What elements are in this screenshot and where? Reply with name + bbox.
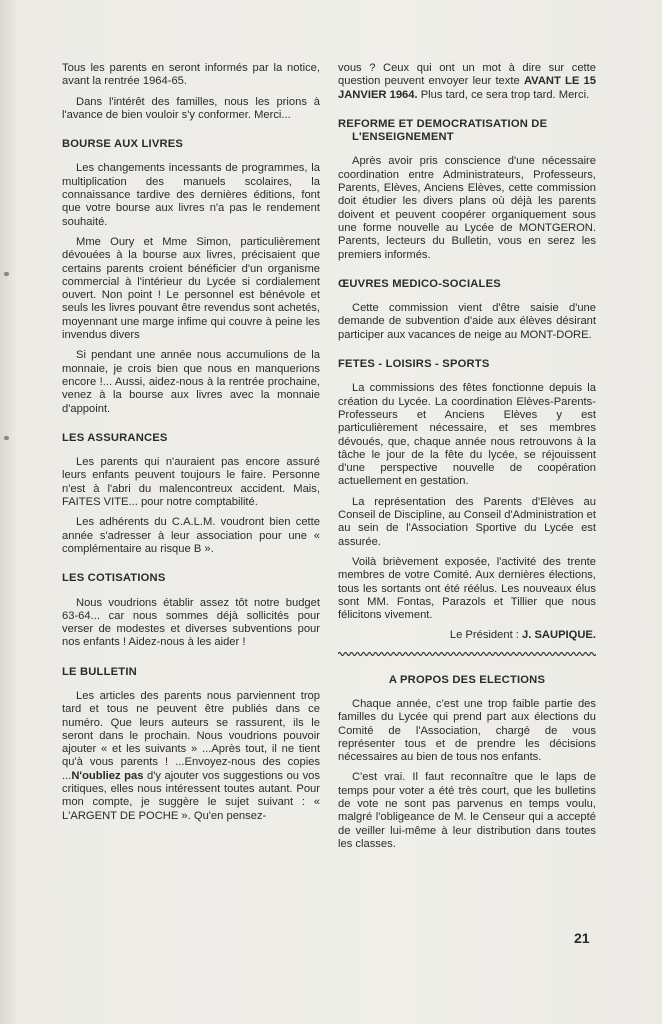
signature-name: J. SAUPIQUE. bbox=[522, 629, 596, 642]
heading-elections: A PROPOS DES ELECTIONS bbox=[388, 673, 546, 686]
decorative-divider bbox=[338, 650, 596, 658]
text-run: Plus tard, ce sera trop tard. Merci. bbox=[417, 88, 590, 101]
paragraph: La représentation des Parents d'Elèves au Conseil de Discipline, au Conseil d'Administration et au sein de l'Association Sportive du Lycée est assurée. bbox=[338, 495, 596, 548]
emphasis-text: N'oubliez pas bbox=[71, 769, 144, 782]
paragraph: Les adhérents du C.A.L.M. voudront bien cette année s'adresser à leur association pour une « complémentaire au risque B ». bbox=[62, 516, 320, 555]
paragraph: Si pendant une année nous accumulions de la monnaie, je crois bien que nous en manquerions encore !... Aussi, aidez-nous à la rentrée prochaine, venez à la bourse aux livres avec la monnaie d'appoint. bbox=[62, 349, 320, 415]
heading-cotisations: LES COTISATIONS bbox=[62, 572, 166, 585]
paragraph: Cette commission vient d'être saisie d'une demande de subvention d'aide aux élèves désirant participer aux vacances de neige au MONT-DORE. bbox=[338, 302, 596, 341]
paragraph: Voilà brièvement exposée, l'activité des trente membres de votre Comité. Aux dernières élections, tous les sortants ont été réélus. Les nouveaux élus sont MM. Fontas, Parazols et Tillier que nous félicitons vivement. bbox=[338, 555, 596, 622]
heading-fetes: FETES - LOISIRS - SPORTS bbox=[338, 358, 490, 371]
paragraph: Les changements incessants de programmes, la multiplication des manuels scolaires, la connaissance tardive des dernières éditions, font que votre bourse aux livres n'a pas le rendement souhaité. bbox=[62, 162, 320, 228]
heading-bulletin: LE BULLETIN bbox=[62, 665, 137, 678]
paragraph bbox=[62, 690, 320, 823]
paragraph: Dans l'intérêt des familles, nous les prions à l'avance de bien vouloir s'y conformer. Merci... bbox=[62, 95, 320, 121]
heading-bourse-aux-livres: BOURSE AUX LIVRES bbox=[62, 138, 184, 151]
right-column bbox=[338, 62, 596, 858]
paragraph: Chaque année, c'est une trop faible partie des familles du Lycée qui prend part aux élections du Comité de l'Association, chargé de vous représenter tous et de prendre les décisions nécessaires au bien de tous nos enfants. bbox=[338, 697, 596, 764]
paragraph: Tous les parents en seront informés par la notice, avant la rentrée 1964-65. bbox=[62, 62, 320, 88]
scan-mark bbox=[4, 436, 9, 440]
text-run: d'y ajouter vos suggestions ou vos critiques, elles nous intéressent toutes autant. Pour mon compte, je suggère le sujet suivant : « L'ARGENT DE POCHE ». Qu'en pensez- bbox=[62, 769, 320, 822]
text-run: vous ? Ceux qui ont un mot à dire sur cette question peuvent envoyer leur texte bbox=[338, 62, 596, 88]
paragraph: La commissions des fêtes fonctionne depuis la création du Lycée. La coordination Elèves-Parents-Professeurs et Anciens Elèves y est particulièrement nécessaire, et ses membres dévoués, que, chaque année nous retrouvons à la tâche le jour de la fête du lycée, se réjouissent d'une perspective nouvelle de coopération actuellement en gestation. bbox=[338, 382, 596, 488]
paragraph bbox=[338, 62, 596, 102]
scan-mark bbox=[4, 272, 9, 276]
heading-assurances: LES ASSURANCES bbox=[62, 431, 168, 444]
signature bbox=[338, 629, 596, 642]
paragraph: Nous voudrions établir assez tôt notre budget 63-64... car nous sommes déjà sollicités pour verser de modestes et diverses subventions pour nos enfants ! Aidez-nous à les aider ! bbox=[62, 596, 320, 649]
signature-label: Le Président : bbox=[449, 629, 523, 642]
left-column bbox=[62, 62, 320, 830]
heading-reforme: REFORME ET DEMOCRATISATION DE L'ENSEIGNEMENT bbox=[338, 117, 548, 144]
heading-oeuvres: ŒUVRES MEDICO-SOCIALES bbox=[338, 277, 501, 290]
paragraph: Après avoir pris conscience d'une nécessaire coordination entre Administrateurs, Professeurs, Parents, Elèves, Anciens Elèves, cette commission doit étudier les divers plans où déjà les parents doivent et peuvent coopérer organiquement sous une forme nouvelle au Lycée de MONTGERON. Parents, lecteurs du Bulletin, vous en serez les premiers informés. bbox=[338, 155, 596, 261]
paragraph: Mme Oury et Mme Simon, particulièrement dévouées à la bourse aux livres, précisaient que certains parents croient bénéficier d'un organisme commercial à l'intérieur du Lycée si cordialement ouvert. Non point ! Le personnel est bénévole et seuls les livres pouvant être revendus sont achetés, moyennant une marge infime qui couvre à peine les invendus divers bbox=[62, 235, 320, 342]
paragraph: Les parents qui n'auraient pas encore assuré leurs enfants peuvent toujours le faire. Personne n'est à l'abri du malencontreux accident. Mais, FAITES VITE... pour notre comptabilité. bbox=[62, 456, 320, 509]
deadline-text: AVANT LE 15 JANVIER 1964. bbox=[338, 75, 596, 101]
text-run: Les articles des parents nous parviennent trop tard et tous ne peuvent être publiés dans ce numéro. Que leurs auteurs se rassurent, ils le seront dans le prochain. Nous voudrions pouvoir ajouter « et les suivants » ...Après tout, il ne tient qu'à vous parents ! ...Envoyez-nous des copies ... bbox=[62, 689, 320, 782]
page-number: 21 bbox=[574, 930, 590, 946]
paragraph: C'est vrai. Il faut reconnaître que le laps de temps pour voter a été très court, que les bulletins de vote ne sont pas parvenus en temps voulu, malgré l'obligeance de M. le Censeur qui a accepté de veiller lui-même à leur distribution dans toutes les classes. bbox=[338, 771, 596, 850]
